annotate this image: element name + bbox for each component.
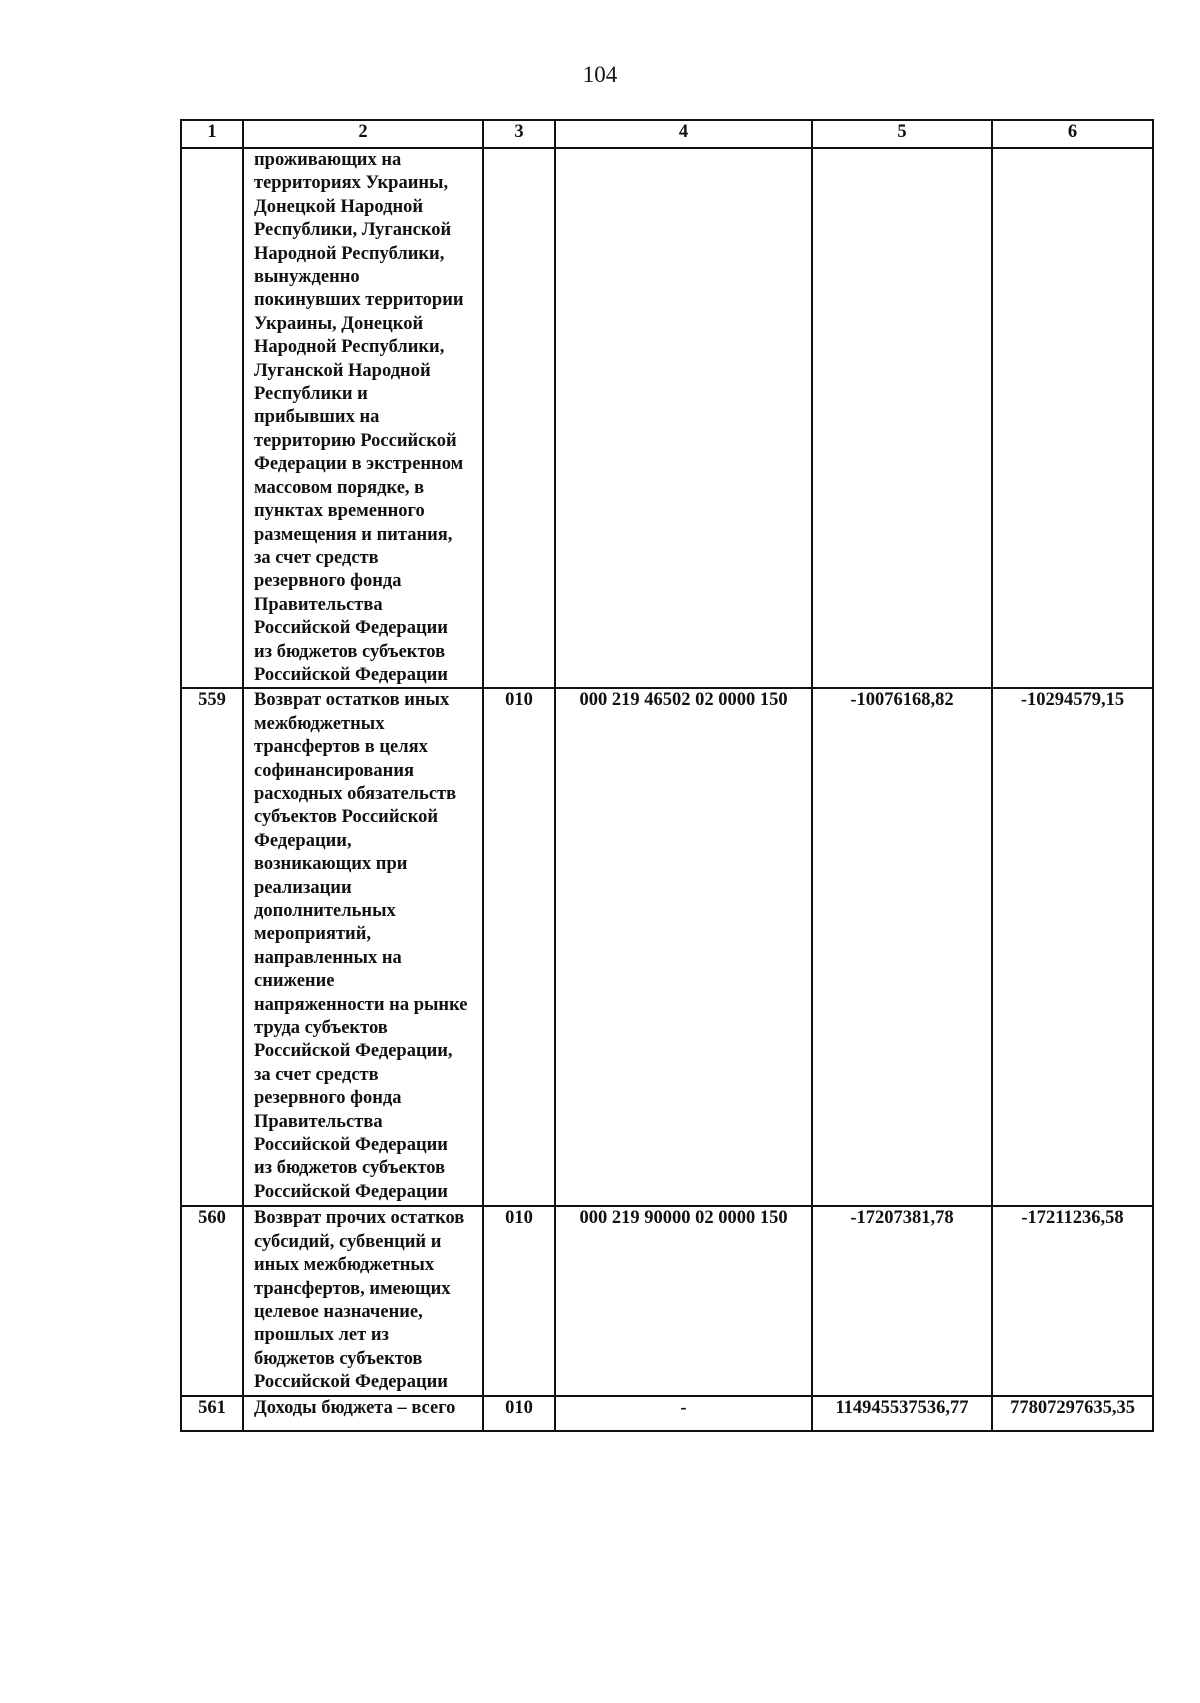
description-line: территориях Украины, bbox=[254, 173, 449, 194]
admin-code-cell: 010 bbox=[483, 688, 555, 1206]
description-line: возникающих при bbox=[254, 854, 408, 875]
description-line: Возврат прочих остатков bbox=[254, 1208, 465, 1229]
description-line: Народной Республики, bbox=[254, 243, 445, 264]
description-line: субсидий, субвенций и bbox=[254, 1231, 442, 1252]
description-line: резервного фонда bbox=[254, 1088, 402, 1109]
description-line: Российской Федерации, bbox=[254, 1041, 453, 1062]
description-line: Украины, Донецкой bbox=[254, 313, 424, 334]
description-line: из бюджетов субъектов bbox=[254, 641, 446, 662]
description-line: Луганской Народной bbox=[254, 360, 431, 381]
description-lines bbox=[254, 1397, 478, 1420]
description-cell bbox=[243, 1206, 483, 1396]
description-lines bbox=[254, 1207, 478, 1394]
description-line: из бюджетов субъектов bbox=[254, 1158, 446, 1179]
table-row bbox=[181, 688, 1153, 1206]
value-5-cell: 114945537536,77 bbox=[812, 1396, 992, 1431]
description-line: иных межбюджетных bbox=[254, 1255, 435, 1276]
description-line: целевое назначение, bbox=[254, 1301, 423, 1322]
admin-code-cell bbox=[483, 148, 555, 688]
description-line: Правительства bbox=[254, 594, 383, 615]
row-number-cell bbox=[181, 148, 243, 688]
budget-table bbox=[180, 119, 1154, 1432]
value-6-cell: -17211236,58 bbox=[992, 1206, 1153, 1396]
value-5-cell: -17207381,78 bbox=[812, 1206, 992, 1396]
column-header: 5 bbox=[812, 120, 992, 148]
description-line: Доходы бюджета – всего bbox=[254, 1398, 456, 1419]
description-line: мероприятий, bbox=[254, 924, 371, 945]
value-6-cell: -10294579,15 bbox=[992, 688, 1153, 1206]
description-cell bbox=[243, 688, 483, 1206]
description-line: территорию Российской bbox=[254, 430, 457, 451]
description-line: Федерации в экстренном bbox=[254, 454, 464, 475]
column-header: 2 bbox=[243, 120, 483, 148]
description-line: межбюджетных bbox=[254, 713, 385, 734]
description-cell bbox=[243, 148, 483, 688]
description-line: Российской Федерации bbox=[254, 1181, 448, 1202]
description-line: дополнительных bbox=[254, 901, 396, 921]
table-header-row bbox=[181, 120, 1153, 148]
description-line: Российской Федерации bbox=[254, 1135, 448, 1156]
description-line: прошлых лет из bbox=[254, 1325, 389, 1346]
description-line: расходных обязательств bbox=[254, 783, 457, 804]
description-lines bbox=[254, 689, 478, 1204]
description-line: Народной Республики, bbox=[254, 337, 445, 358]
description-lines bbox=[254, 149, 478, 687]
description-line: прибывших на bbox=[254, 407, 380, 428]
row-number-cell: 561 bbox=[181, 1396, 243, 1431]
description-line: Правительства bbox=[254, 1111, 383, 1132]
row-number-cell: 560 bbox=[181, 1206, 243, 1396]
column-header: 6 bbox=[992, 120, 1153, 148]
description-line: направленных на bbox=[254, 947, 402, 968]
description-line: резервного фонда bbox=[254, 571, 402, 592]
description-line: трансфертов в целях bbox=[254, 737, 428, 758]
value-5-cell bbox=[812, 148, 992, 688]
description-line: бюджетов субъектов bbox=[254, 1348, 423, 1369]
description-line: покинувших территории bbox=[254, 290, 464, 311]
kbk-cell bbox=[555, 148, 812, 688]
admin-code-cell: 010 bbox=[483, 1396, 555, 1431]
description-line: размещения и питания, bbox=[254, 524, 453, 545]
description-line: за счет средств bbox=[254, 547, 379, 568]
description-line: Республики и bbox=[254, 384, 368, 405]
kbk-cell: 000 219 90000 02 0000 150 bbox=[555, 1206, 812, 1396]
description-line: софинансирования bbox=[254, 760, 415, 781]
description-line: Российской Федерации bbox=[254, 618, 448, 639]
description-line: Донецкой Народной bbox=[254, 196, 424, 217]
page-number: 104 bbox=[582, 62, 618, 87]
value-6-cell: 77807297635,35 bbox=[992, 1396, 1153, 1431]
table-row bbox=[181, 1206, 1153, 1396]
description-line: Российской Федерации bbox=[254, 1372, 448, 1393]
value-6-cell bbox=[992, 148, 1153, 688]
description-line: реализации bbox=[254, 877, 352, 898]
description-line: снижение bbox=[254, 971, 335, 992]
column-header: 4 bbox=[555, 120, 812, 148]
description-line: массовом порядке, в bbox=[254, 477, 425, 498]
description-line: субъектов Российской bbox=[254, 807, 439, 828]
description-line: вынужденно bbox=[254, 267, 360, 288]
description-cell bbox=[243, 1396, 483, 1431]
description-line: Федерации, bbox=[254, 830, 352, 851]
description-line: трансфертов, имеющих bbox=[254, 1278, 451, 1299]
description-line: пунктах временного bbox=[254, 501, 425, 522]
table-row-total bbox=[181, 1396, 1153, 1431]
table-row-continuation bbox=[181, 148, 1153, 688]
kbk-cell: - bbox=[555, 1396, 812, 1431]
description-line: напряженности на рынке bbox=[254, 994, 468, 1015]
description-line: проживающих на bbox=[254, 150, 402, 170]
description-line: Возврат остатков иных bbox=[254, 690, 450, 711]
row-number-cell: 559 bbox=[181, 688, 243, 1206]
description-line: Российской Федерации bbox=[254, 664, 448, 685]
description-line: труда субъектов bbox=[254, 1018, 388, 1039]
column-header: 3 bbox=[483, 120, 555, 148]
description-line: Республики, Луганской bbox=[254, 220, 452, 241]
description-line: за счет средств bbox=[254, 1064, 379, 1085]
value-5-cell: -10076168,82 bbox=[812, 688, 992, 1206]
column-header: 1 bbox=[181, 120, 243, 148]
admin-code-cell: 010 bbox=[483, 1206, 555, 1396]
kbk-cell: 000 219 46502 02 0000 150 bbox=[555, 688, 812, 1206]
